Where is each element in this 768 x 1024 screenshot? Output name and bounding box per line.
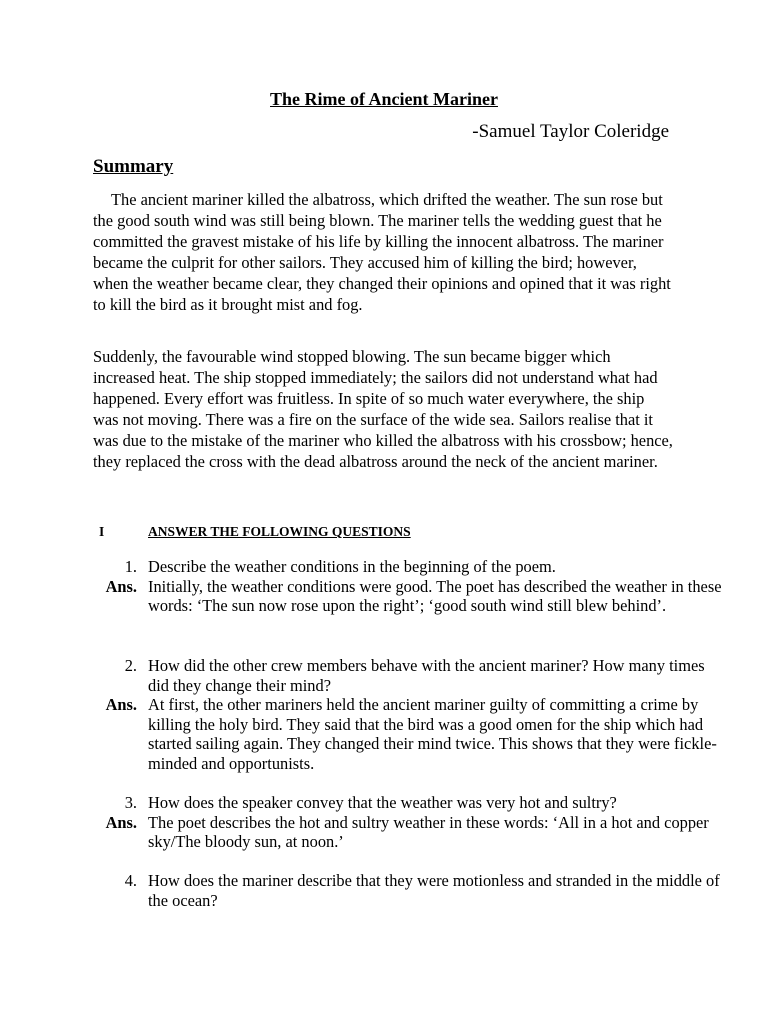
question-2 (99, 656, 729, 695)
qa-block-1 (99, 557, 729, 616)
answer-label: Ans. (105, 812, 137, 832)
question-1 (99, 557, 729, 577)
section-number: I (99, 524, 105, 539)
question-text: Describe the weather conditions in the beginning of the poem. (148, 557, 556, 576)
summary-paragraph-1: The ancient mariner killed the albatross, which drifted the weather. The sun rose but the good south wind was still being blown. The mariner tells the wedding guest that he committed the gravest mistake of his life by killing the innocent albatross. The mariner became the culprit for other sailors. They accused him of killing the bird; however, when the weather became clear, they changed their opinions and opined that it was right to kill the bird as it brought mist and fog. (93, 190, 671, 314)
answer-text: Initially, the weather conditions were good. The poet has described the weather in these words: ‘The sun now rose upon the right’; ‘good south wind still blew behind’. (148, 576, 722, 615)
author-line: -Samuel Taylor Coleridge (472, 121, 669, 142)
summary-paragraph-2: Suddenly, the favourable wind stopped blowing. The sun became bigger which increased heat. The ship stopped immediately; the sailors did not understand what had happened. Every effort was fruitless. In spite of so much water everywhere, the ship was not moving. There was a fire on the surface of the wide sea. Sailors realise that it was due to the mistake of the mariner who killed the albatross with his crossbow; hence, they replaced the cross with the dead albatross around the neck of the ancient mariner. (93, 347, 673, 471)
answer-label: Ans. (105, 576, 137, 596)
question-number: 1. (124, 557, 137, 576)
section-heading: ANSWER THE FOLLOWING QUESTIONS (148, 524, 411, 539)
answer-text: At first, the other mariners held the ancient mariner guilty of committing a crime by killing the holy bird. They said that the bird was a good omen for the ship which had started sailing again. They changed their mind twice. This shows that they were fickle-minded and opportunists. (148, 695, 717, 773)
question-3 (99, 793, 729, 813)
answer-1 (99, 577, 729, 616)
question-4 (99, 871, 729, 910)
summary-heading: Summary (93, 156, 174, 177)
question-number: 2. (124, 656, 137, 675)
question-number: 3. (124, 793, 137, 812)
question-text: How does the speaker convey that the weather was very hot and sultry? (148, 793, 617, 812)
qa-block-4 (99, 871, 729, 910)
question-number: 4. (124, 871, 137, 890)
qa-block-2 (99, 656, 729, 773)
document-title: The Rime of Ancient Mariner (270, 89, 498, 109)
answer-label: Ans. (105, 695, 137, 714)
question-text: How does the mariner describe that they were motionless and stranded in the middle of the ocean? (148, 871, 720, 910)
answer-text: The poet describes the hot and sultry weather in these words: ‘All in a hot and copper sky/The bloody sun, at noon.’ (148, 812, 709, 851)
qa-block-3 (99, 793, 729, 852)
question-text: How did the other crew members behave with the ancient mariner? How many times did they change their mind? (148, 656, 705, 695)
answer-3 (99, 813, 729, 852)
answer-2 (99, 695, 729, 773)
